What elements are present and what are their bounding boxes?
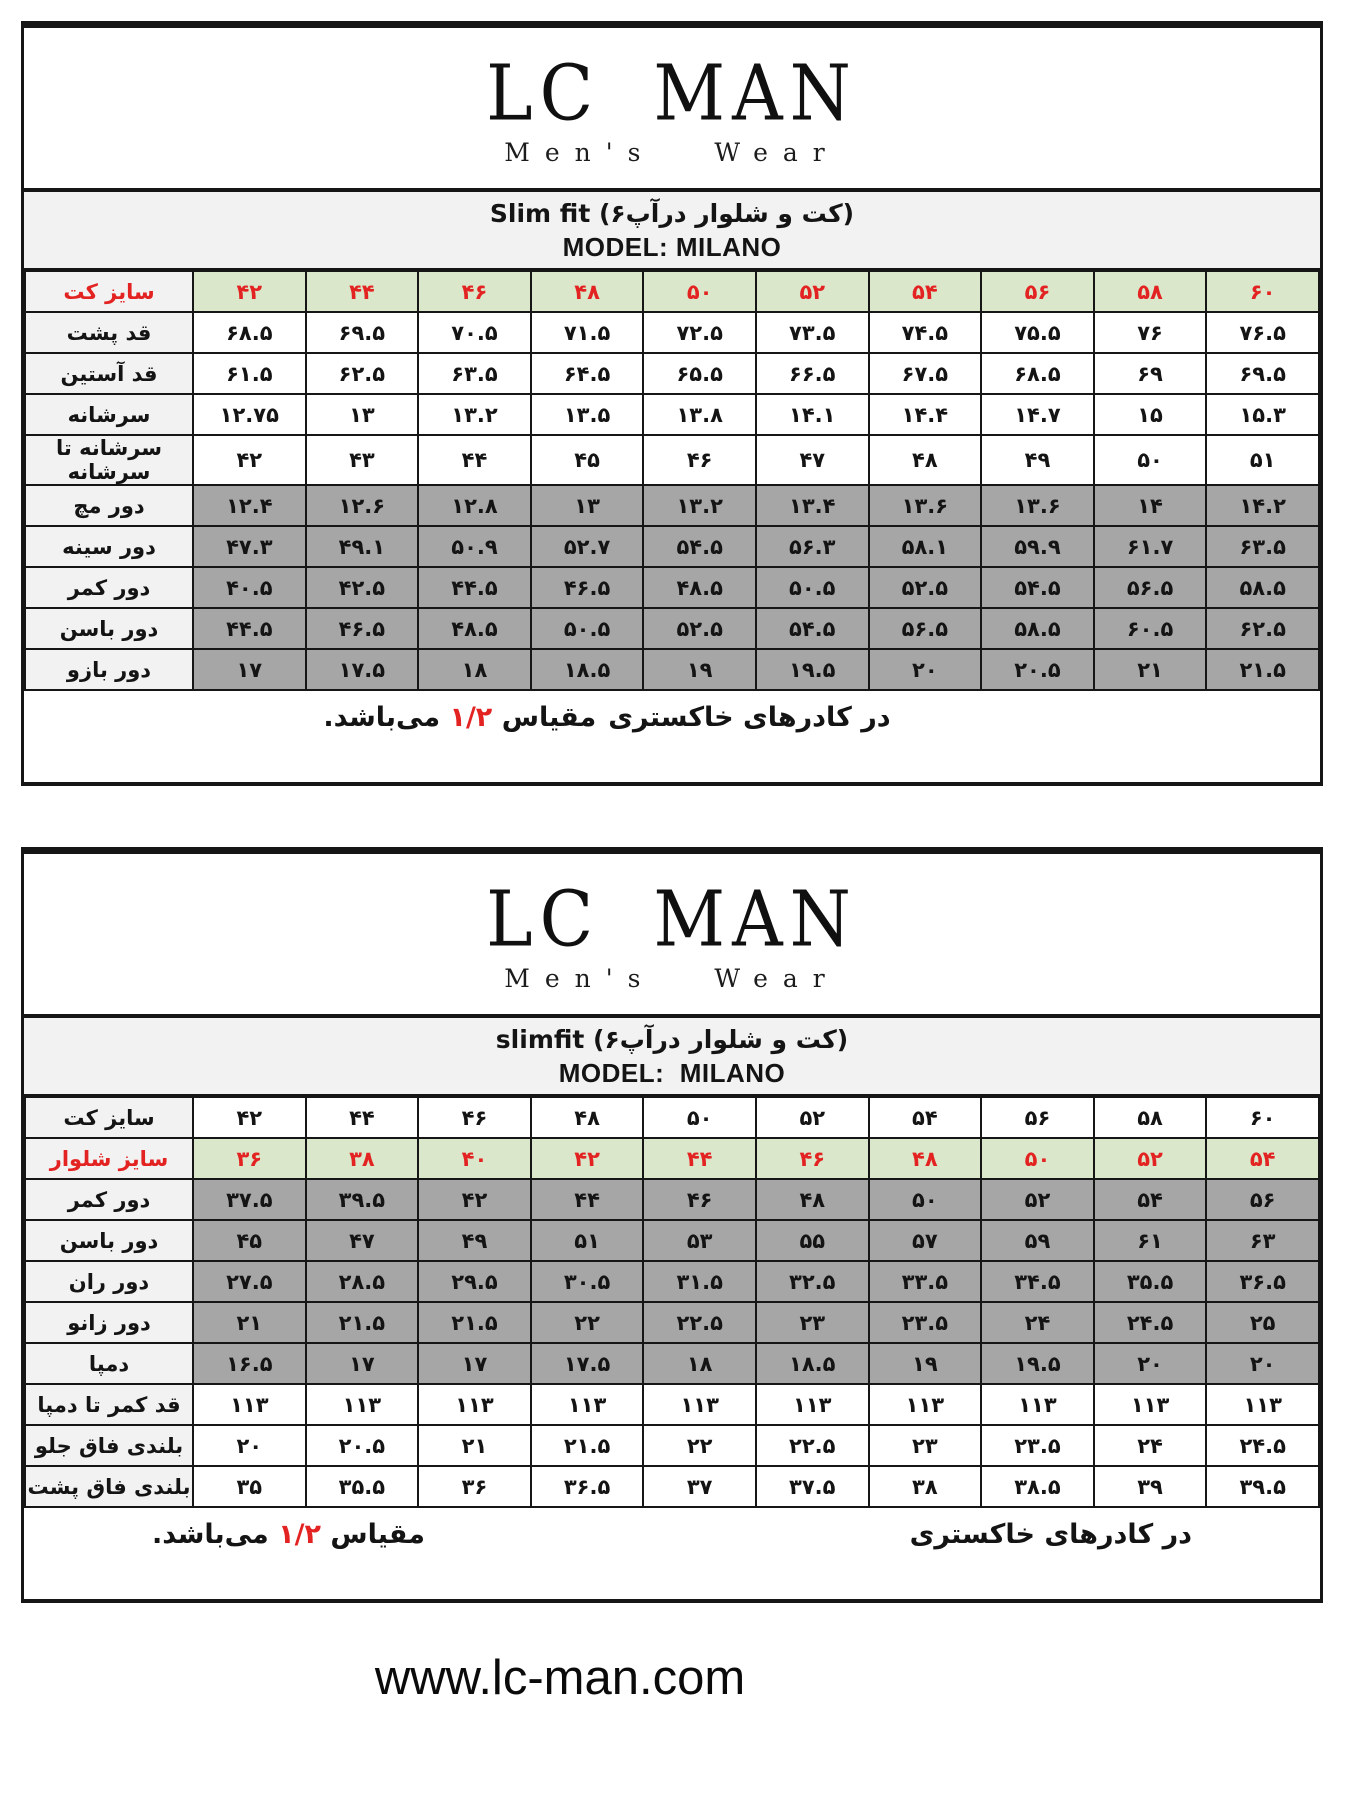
value-cell: ۲۳.۵ bbox=[981, 1425, 1094, 1466]
value-cell: ۲۰ bbox=[1206, 1343, 1319, 1384]
value-cell: ۶۰ bbox=[1206, 1097, 1319, 1138]
value-cell: ۲۳ bbox=[869, 1425, 982, 1466]
value-cell: ۵۲.۵ bbox=[869, 567, 982, 608]
value-cell: ۴۴ bbox=[418, 435, 531, 485]
value-cell: ۱۵ bbox=[1094, 394, 1207, 435]
value-cell: ۵۷ bbox=[869, 1220, 982, 1261]
value-cell: ۱۲.۶ bbox=[306, 485, 419, 526]
table-title-band bbox=[24, 192, 1320, 270]
value-cell: ۵۰ bbox=[643, 271, 756, 312]
value-cell: ۴۴.۵ bbox=[193, 608, 306, 649]
value-cell: ۵۶ bbox=[981, 1097, 1094, 1138]
value-cell: ۲۰ bbox=[193, 1425, 306, 1466]
model-name: MODEL: MILANO bbox=[562, 232, 782, 262]
value-cell: ۴۷ bbox=[756, 435, 869, 485]
fit-type-title: Slim fit (کت و شلوار درآپ۶) bbox=[489, 199, 855, 228]
table-row bbox=[25, 394, 1319, 435]
value-cell: ۱۱۳ bbox=[756, 1384, 869, 1425]
row-label-cell: سایز شلوار bbox=[25, 1138, 193, 1179]
value-cell: ۶۱.۵ bbox=[193, 353, 306, 394]
jacket-measurements-grid bbox=[24, 270, 1320, 691]
trouser-size-table bbox=[21, 847, 1323, 1603]
value-cell: ۴۷.۳ bbox=[193, 526, 306, 567]
value-cell: ۵۲ bbox=[756, 271, 869, 312]
value-cell: ۶۳ bbox=[1206, 1220, 1319, 1261]
jacket-size-table bbox=[21, 21, 1323, 786]
value-cell: ۳۱.۵ bbox=[643, 1261, 756, 1302]
value-cell: ۵۰.۵ bbox=[756, 567, 869, 608]
fit-type-title: slimfit (کت و شلوار درآپ۶) bbox=[495, 1025, 849, 1054]
value-cell: ۴۴ bbox=[306, 1097, 419, 1138]
value-cell: ۵۰.۵ bbox=[531, 608, 644, 649]
value-cell: ۴۹ bbox=[981, 435, 1094, 485]
row-label-cell: سایز کت bbox=[25, 271, 193, 312]
value-cell: ۶۹.۵ bbox=[1206, 353, 1319, 394]
table-row bbox=[25, 353, 1319, 394]
value-cell: ۱۱۳ bbox=[981, 1384, 1094, 1425]
brand-logo bbox=[24, 854, 1320, 1018]
value-cell: ۱۹ bbox=[869, 1343, 982, 1384]
value-cell: ۳۹.۵ bbox=[1206, 1466, 1319, 1507]
note-scale-fraction: ۱/۲ bbox=[449, 702, 493, 733]
value-cell: ۱۷ bbox=[193, 649, 306, 690]
value-cell: ۴۲.۵ bbox=[306, 567, 419, 608]
value-cell: ۴۸.۵ bbox=[643, 567, 756, 608]
value-cell: ۱۸ bbox=[643, 1343, 756, 1384]
value-cell: ۲۱.۵ bbox=[531, 1425, 644, 1466]
value-cell: ۵۳ bbox=[643, 1220, 756, 1261]
value-cell: ۱۱۳ bbox=[306, 1384, 419, 1425]
value-cell: ۵۴.۵ bbox=[643, 526, 756, 567]
row-label-cell: دور بازو bbox=[25, 649, 193, 690]
value-cell: ۱۴.۷ bbox=[981, 394, 1094, 435]
value-cell: ۱۳.۲ bbox=[643, 485, 756, 526]
value-cell: ۶۸.۵ bbox=[193, 312, 306, 353]
row-label-cell: قد پشت bbox=[25, 312, 193, 353]
value-cell: ۵۰ bbox=[869, 1179, 982, 1220]
value-cell: ۵۴ bbox=[869, 1097, 982, 1138]
value-cell: ۴۴.۵ bbox=[418, 567, 531, 608]
row-label-cell: دور کمر bbox=[25, 1179, 193, 1220]
value-cell: ۶۹ bbox=[1094, 353, 1207, 394]
value-cell: ۶۰ bbox=[1206, 271, 1319, 312]
note-word-scale: مقیاس bbox=[330, 1519, 425, 1550]
value-cell: ۱۲.۷۵ bbox=[193, 394, 306, 435]
note-text-end bbox=[323, 702, 596, 733]
value-cell: ۵۴.۵ bbox=[981, 567, 1094, 608]
value-cell: ۲۳.۵ bbox=[869, 1302, 982, 1343]
brand-logo-tagline: Men's Wear bbox=[504, 137, 840, 167]
model-name: MODEL: MILANO bbox=[558, 1058, 786, 1088]
value-cell: ۴۹.۱ bbox=[306, 526, 419, 567]
value-cell: ۳۴.۵ bbox=[981, 1261, 1094, 1302]
value-cell: ۴۸ bbox=[869, 1138, 982, 1179]
row-label-cell: بلندی فاق پشت bbox=[25, 1466, 193, 1507]
value-cell: ۱۸.۵ bbox=[531, 649, 644, 690]
value-cell: ۴۶ bbox=[418, 271, 531, 312]
row-label-cell: دور سینه bbox=[25, 526, 193, 567]
value-cell: ۱۳.۶ bbox=[981, 485, 1094, 526]
value-cell: ۴۵ bbox=[531, 435, 644, 485]
value-cell: ۵۴ bbox=[1206, 1138, 1319, 1179]
value-cell: ۵۶.۳ bbox=[756, 526, 869, 567]
value-cell: ۴۴ bbox=[643, 1138, 756, 1179]
value-cell: ۱۱۳ bbox=[1094, 1384, 1207, 1425]
note-word-is: می‌باشد. bbox=[152, 1519, 269, 1550]
value-cell: ۵۸.۵ bbox=[981, 608, 1094, 649]
value-cell: ۴۹ bbox=[418, 1220, 531, 1261]
value-cell: ۳۶ bbox=[193, 1138, 306, 1179]
value-cell: ۴۵ bbox=[193, 1220, 306, 1261]
value-cell: ۲۳ bbox=[756, 1302, 869, 1343]
website-url: www.lc-man.com bbox=[374, 1651, 746, 1705]
table-row bbox=[25, 271, 1319, 312]
value-cell: ۲۹.۵ bbox=[418, 1261, 531, 1302]
value-cell: ۴۶.۵ bbox=[531, 567, 644, 608]
value-cell: ۳۹.۵ bbox=[306, 1179, 419, 1220]
value-cell: ۲۷.۵ bbox=[193, 1261, 306, 1302]
value-cell: ۲۲.۵ bbox=[643, 1302, 756, 1343]
value-cell: ۷۳.۵ bbox=[756, 312, 869, 353]
value-cell: ۳۶ bbox=[418, 1466, 531, 1507]
value-cell: ۵۱ bbox=[1206, 435, 1319, 485]
value-cell: ۱۴.۴ bbox=[869, 394, 982, 435]
value-cell: ۵۲.۷ bbox=[531, 526, 644, 567]
value-cell: ۲۰.۵ bbox=[981, 649, 1094, 690]
value-cell: ۴۸ bbox=[531, 1097, 644, 1138]
value-cell: ۵۰ bbox=[1094, 435, 1207, 485]
value-cell: ۱۴.۱ bbox=[756, 394, 869, 435]
value-cell: ۷۶ bbox=[1094, 312, 1207, 353]
value-cell: ۶۲.۵ bbox=[306, 353, 419, 394]
value-cell: ۳۳.۵ bbox=[869, 1261, 982, 1302]
table-row bbox=[25, 649, 1319, 690]
brand-logo-text: LC MAN bbox=[486, 47, 858, 138]
value-cell: ۵۲ bbox=[981, 1179, 1094, 1220]
value-cell: ۱۹.۵ bbox=[756, 649, 869, 690]
brand-logo-tagline: Men's Wear bbox=[504, 963, 840, 993]
table-row bbox=[25, 567, 1319, 608]
table-row bbox=[25, 526, 1319, 567]
note-text-start: در کادرهای خاکستری bbox=[909, 1519, 1192, 1550]
value-cell: ۵۶ bbox=[981, 271, 1094, 312]
value-cell: ۵۹.۹ bbox=[981, 526, 1094, 567]
table-row bbox=[25, 1220, 1319, 1261]
value-cell: ۷۶.۵ bbox=[1206, 312, 1319, 353]
value-cell: ۶۲.۵ bbox=[1206, 608, 1319, 649]
value-cell: ۶۱ bbox=[1094, 1220, 1207, 1261]
value-cell: ۵۵ bbox=[756, 1220, 869, 1261]
value-cell: ۱۲.۴ bbox=[193, 485, 306, 526]
value-cell: ۳۰.۵ bbox=[531, 1261, 644, 1302]
value-cell: ۱۳.۵ bbox=[531, 394, 644, 435]
value-cell: ۲۱ bbox=[418, 1425, 531, 1466]
row-label-cell: قد آستین bbox=[25, 353, 193, 394]
note-text-end bbox=[152, 1519, 425, 1550]
value-cell: ۵۱ bbox=[531, 1220, 644, 1261]
value-cell: ۴۰.۵ bbox=[193, 567, 306, 608]
brand-logo bbox=[24, 28, 1320, 192]
value-cell: ۴۰ bbox=[418, 1138, 531, 1179]
table-row bbox=[25, 1138, 1319, 1179]
value-cell: ۵۴ bbox=[1094, 1179, 1207, 1220]
value-cell: ۴۸ bbox=[531, 271, 644, 312]
row-label-cell: سرشانه تا سرشانه bbox=[25, 435, 193, 485]
value-cell: ۲۵ bbox=[1206, 1302, 1319, 1343]
value-cell: ۱۹.۵ bbox=[981, 1343, 1094, 1384]
value-cell: ۲۱.۵ bbox=[1206, 649, 1319, 690]
value-cell: ۳۷ bbox=[643, 1466, 756, 1507]
table-row bbox=[25, 1302, 1319, 1343]
value-cell: ۴۶ bbox=[418, 1097, 531, 1138]
value-cell: ۱۲.۸ bbox=[418, 485, 531, 526]
value-cell: ۱۷.۵ bbox=[531, 1343, 644, 1384]
value-cell: ۲۲ bbox=[531, 1302, 644, 1343]
value-cell: ۱۱۳ bbox=[531, 1384, 644, 1425]
value-cell: ۶۷.۵ bbox=[869, 353, 982, 394]
value-cell: ۳۶.۵ bbox=[1206, 1261, 1319, 1302]
value-cell: ۱۷ bbox=[306, 1343, 419, 1384]
value-cell: ۳۹ bbox=[1094, 1466, 1207, 1507]
table-row bbox=[25, 1179, 1319, 1220]
table-row bbox=[25, 485, 1319, 526]
value-cell: ۶۴.۵ bbox=[531, 353, 644, 394]
value-cell: ۵۴ bbox=[869, 271, 982, 312]
value-cell: ۷۴.۵ bbox=[869, 312, 982, 353]
value-cell: ۱۳ bbox=[531, 485, 644, 526]
value-cell: ۴۲ bbox=[193, 1097, 306, 1138]
note-scale-fraction: ۱/۲ bbox=[278, 1519, 321, 1550]
row-label-cell: دور باسن bbox=[25, 608, 193, 649]
value-cell: ۳۷.۵ bbox=[193, 1179, 306, 1220]
value-cell: ۴۴ bbox=[306, 271, 419, 312]
value-cell: ۴۲ bbox=[193, 271, 306, 312]
value-cell: ۴۶ bbox=[643, 1179, 756, 1220]
value-cell: ۴۲ bbox=[193, 435, 306, 485]
value-cell: ۲۱.۵ bbox=[418, 1302, 531, 1343]
value-cell: ۱۷.۵ bbox=[306, 649, 419, 690]
value-cell: ۵۹ bbox=[981, 1220, 1094, 1261]
gray-scale-note bbox=[24, 691, 1320, 782]
value-cell: ۵۰ bbox=[981, 1138, 1094, 1179]
value-cell: ۳۶.۵ bbox=[531, 1466, 644, 1507]
note-text-start: در کادرهای خاکستری bbox=[608, 702, 891, 733]
value-cell: ۷۰.۵ bbox=[418, 312, 531, 353]
value-cell: ۱۱۳ bbox=[643, 1384, 756, 1425]
table-row bbox=[25, 1097, 1319, 1138]
value-cell: ۵۸.۵ bbox=[1206, 567, 1319, 608]
value-cell: ۶۵.۵ bbox=[643, 353, 756, 394]
value-cell: ۳۵.۵ bbox=[1094, 1261, 1207, 1302]
value-cell: ۵۰ bbox=[643, 1097, 756, 1138]
table-row bbox=[25, 1384, 1319, 1425]
value-cell: ۱۵.۳ bbox=[1206, 394, 1319, 435]
value-cell: ۴۴ bbox=[531, 1179, 644, 1220]
row-label-cell: بلندی فاق جلو bbox=[25, 1425, 193, 1466]
value-cell: ۳۵ bbox=[193, 1466, 306, 1507]
value-cell: ۲۴.۵ bbox=[1094, 1302, 1207, 1343]
value-cell: ۱۳.۶ bbox=[869, 485, 982, 526]
value-cell: ۷۲.۵ bbox=[643, 312, 756, 353]
value-cell: ۵۰.۹ bbox=[418, 526, 531, 567]
value-cell: ۶۱.۷ bbox=[1094, 526, 1207, 567]
value-cell: ۲۱.۵ bbox=[306, 1302, 419, 1343]
row-label-cell: دمپا bbox=[25, 1343, 193, 1384]
table-title-band bbox=[24, 1018, 1320, 1096]
value-cell: ۴۸.۵ bbox=[418, 608, 531, 649]
table-row bbox=[25, 608, 1319, 649]
value-cell: ۴۸ bbox=[756, 1179, 869, 1220]
value-cell: ۲۱ bbox=[193, 1302, 306, 1343]
table-row bbox=[25, 1466, 1319, 1507]
value-cell: ۴۲ bbox=[531, 1138, 644, 1179]
value-cell: ۳۵.۵ bbox=[306, 1466, 419, 1507]
value-cell: ۷۵.۵ bbox=[981, 312, 1094, 353]
value-cell: ۲۴ bbox=[1094, 1425, 1207, 1466]
value-cell: ۴۸ bbox=[869, 435, 982, 485]
value-cell: ۶۳.۵ bbox=[1206, 526, 1319, 567]
value-cell: ۲۱ bbox=[1094, 649, 1207, 690]
row-label-cell: دور مچ bbox=[25, 485, 193, 526]
table-row bbox=[25, 1425, 1319, 1466]
value-cell: ۲۰ bbox=[1094, 1343, 1207, 1384]
trouser-measurements-grid bbox=[24, 1096, 1320, 1508]
value-cell: ۵۲ bbox=[756, 1097, 869, 1138]
value-cell: ۵۶.۵ bbox=[869, 608, 982, 649]
value-cell: ۲۰ bbox=[869, 649, 982, 690]
gray-scale-note bbox=[24, 1508, 1320, 1599]
value-cell: ۵۸ bbox=[1094, 1097, 1207, 1138]
table-row bbox=[25, 312, 1319, 353]
value-cell: ۱۹ bbox=[643, 649, 756, 690]
value-cell: ۵۴.۵ bbox=[756, 608, 869, 649]
value-cell: ۲۲ bbox=[643, 1425, 756, 1466]
value-cell: ۶۳.۵ bbox=[418, 353, 531, 394]
table-row bbox=[25, 435, 1319, 485]
value-cell: ۲۲.۵ bbox=[756, 1425, 869, 1466]
value-cell: ۱۷ bbox=[418, 1343, 531, 1384]
table-row bbox=[25, 1261, 1319, 1302]
row-label-cell: سرشانه bbox=[25, 394, 193, 435]
value-cell: ۲۸.۵ bbox=[306, 1261, 419, 1302]
value-cell: ۳۸ bbox=[306, 1138, 419, 1179]
row-label-cell: دور ران bbox=[25, 1261, 193, 1302]
value-cell: ۶۹.۵ bbox=[306, 312, 419, 353]
note-word-scale: مقیاس bbox=[501, 702, 597, 733]
value-cell: ۵۲.۵ bbox=[643, 608, 756, 649]
row-label-cell: دور باسن bbox=[25, 1220, 193, 1261]
value-cell: ۱۸ bbox=[418, 649, 531, 690]
value-cell: ۵۶.۵ bbox=[1094, 567, 1207, 608]
value-cell: ۱۱۳ bbox=[1206, 1384, 1319, 1425]
value-cell: ۵۸ bbox=[1094, 271, 1207, 312]
value-cell: ۱۳ bbox=[306, 394, 419, 435]
value-cell: ۴۶ bbox=[756, 1138, 869, 1179]
value-cell: ۶۶.۵ bbox=[756, 353, 869, 394]
value-cell: ۱۴.۲ bbox=[1206, 485, 1319, 526]
row-label-cell: دور کمر bbox=[25, 567, 193, 608]
note-word-is: می‌باشد. bbox=[323, 702, 441, 733]
value-cell: ۳۸.۵ bbox=[981, 1466, 1094, 1507]
value-cell: ۴۷ bbox=[306, 1220, 419, 1261]
value-cell: ۱۱۳ bbox=[869, 1384, 982, 1425]
value-cell: ۴۶ bbox=[643, 435, 756, 485]
row-label-cell: قد کمر تا دمپا bbox=[25, 1384, 193, 1425]
value-cell: ۱۳.۸ bbox=[643, 394, 756, 435]
value-cell: ۱۸.۵ bbox=[756, 1343, 869, 1384]
value-cell: ۲۴ bbox=[981, 1302, 1094, 1343]
value-cell: ۱۱۳ bbox=[418, 1384, 531, 1425]
value-cell: ۷۱.۵ bbox=[531, 312, 644, 353]
value-cell: ۱۳.۲ bbox=[418, 394, 531, 435]
value-cell: ۳۷.۵ bbox=[756, 1466, 869, 1507]
brand-logo-text: LC MAN bbox=[486, 873, 858, 964]
value-cell: ۱۶.۵ bbox=[193, 1343, 306, 1384]
value-cell: ۴۶.۵ bbox=[306, 608, 419, 649]
value-cell: ۳۲.۵ bbox=[756, 1261, 869, 1302]
value-cell: ۵۶ bbox=[1206, 1179, 1319, 1220]
value-cell: ۱۱۳ bbox=[193, 1384, 306, 1425]
value-cell: ۵۸.۱ bbox=[869, 526, 982, 567]
value-cell: ۶۰.۵ bbox=[1094, 608, 1207, 649]
value-cell: ۴۲ bbox=[418, 1179, 531, 1220]
value-cell: ۲۰.۵ bbox=[306, 1425, 419, 1466]
row-label-cell: سایز کت bbox=[25, 1097, 193, 1138]
value-cell: ۴۳ bbox=[306, 435, 419, 485]
value-cell: ۱۳.۴ bbox=[756, 485, 869, 526]
value-cell: ۵۲ bbox=[1094, 1138, 1207, 1179]
value-cell: ۳۸ bbox=[869, 1466, 982, 1507]
value-cell: ۲۴.۵ bbox=[1206, 1425, 1319, 1466]
table-row bbox=[25, 1343, 1319, 1384]
value-cell: ۱۴ bbox=[1094, 485, 1207, 526]
row-label-cell: دور زانو bbox=[25, 1302, 193, 1343]
value-cell: ۶۸.۵ bbox=[981, 353, 1094, 394]
